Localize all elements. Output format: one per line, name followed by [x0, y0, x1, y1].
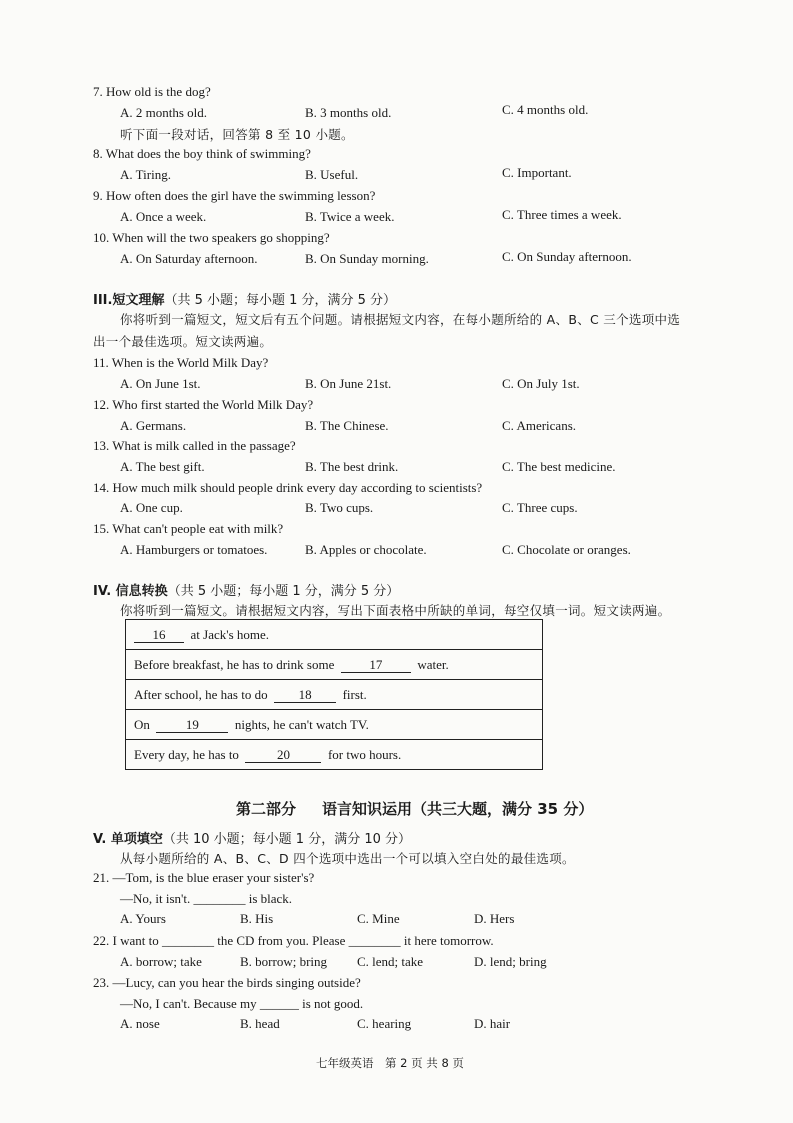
question-line: B. Twice a week. [305, 209, 395, 224]
question-line: C. hearing [357, 1016, 412, 1031]
question-line: A. Once a week. [120, 209, 207, 224]
cell-text-after: for two hours. [327, 746, 402, 762]
section-iv-title: IV. 信息转换 [93, 584, 168, 599]
section-iii-title: III.短文理解 [93, 293, 165, 308]
question-line: —No, I can't. Because my ______ is not good. [120, 996, 364, 1011]
question-line: 23. —Lucy, can you hear the birds singing outside? [93, 975, 361, 990]
section-v-heading [93, 828, 411, 847]
answer-blank-17[interactable]: 17 [341, 658, 411, 673]
question-line: A. Tiring. [120, 167, 171, 182]
question-line: C. On July 1st. [502, 376, 580, 391]
question-line: B. On June 21st. [305, 376, 392, 391]
answer-blank-18[interactable]: 18 [274, 688, 336, 703]
part-two-subtitle: 语言知识运用（共三大题，满分 35 分） [322, 800, 594, 818]
question-line: B. Two cups. [305, 500, 374, 515]
table-row [126, 620, 543, 650]
question-line: B. The best drink. [305, 459, 399, 474]
table-row [126, 680, 543, 710]
cell-text-after: at Jack's home. [190, 626, 270, 642]
question-line: C. lend; take [357, 954, 424, 969]
question-line: B. On Sunday morning. [305, 251, 429, 266]
question-line: B. The Chinese. [305, 418, 389, 433]
question-line: C. Americans. [502, 418, 577, 433]
question-line: A. Yours [120, 911, 166, 926]
question-line: 8. What does the boy think of swimming? [93, 146, 311, 161]
question-line: A. borrow; take [120, 954, 202, 969]
question-line: D. lend; bring [474, 954, 547, 969]
question-line: —No, it isn't. ________ is black. [120, 891, 293, 906]
question-line: A. 2 months old. [120, 105, 208, 120]
question-line: A. On June 1st. [120, 376, 201, 391]
section-v-title: V. 单项填空 [93, 832, 163, 847]
question-line: A. nose [120, 1016, 160, 1031]
question-line: C. 4 months old. [502, 102, 589, 117]
question-line: A. The best gift. [120, 459, 205, 474]
table-cell [126, 620, 543, 650]
answer-blank-20[interactable]: 20 [245, 748, 321, 763]
section-iv-heading [93, 580, 399, 599]
question-line: 12. Who first started the World Milk Day? [93, 397, 314, 412]
cell-text-before: On [134, 716, 150, 732]
question-line: 9. How often does the girl have the swimming lesson? [93, 188, 376, 203]
section-v-scoring: （共 10 小题；每小题 1 分，满分 10 分） [162, 832, 412, 847]
instruction-text: 从每小题所给的 A、B、C、D 四个选项中选出一个可以填入空白处的最佳选项。 [120, 851, 575, 866]
page-footer: 七年级英语 第 2 页 共 8 页 [316, 1056, 464, 1070]
question-line: D. hair [474, 1016, 511, 1031]
question-line: A. One cup. [120, 500, 183, 515]
question-line: C. Chocolate or oranges. [502, 542, 631, 557]
question-line: C. Three cups. [502, 500, 578, 515]
answer-blank-16[interactable]: 16 [134, 628, 184, 643]
question-line: C. Important. [502, 165, 572, 180]
question-line: A. Germans. [120, 418, 187, 433]
cell-text-before: Before breakfast, he has to drink some [134, 656, 335, 672]
question-line: C. Three times a week. [502, 207, 622, 222]
cell-text-after: water. [417, 656, 449, 672]
section-iii-scoring: （共 5 小题；每小题 1 分，满分 5 分） [164, 293, 397, 308]
info-transfer-table [125, 619, 543, 770]
question-line: C. On Sunday afternoon. [502, 249, 632, 264]
question-line: 21. —Tom, is the blue eraser your sister's? [93, 870, 315, 885]
part-two-title: 第二部分 [236, 800, 297, 818]
question-line: 14. How much milk should people drink every day according to scientists? [93, 480, 483, 495]
part-two-heading [236, 798, 593, 819]
table-cell [126, 650, 543, 680]
cell-text-after: first. [342, 686, 367, 702]
question-line: D. Hers [474, 911, 515, 926]
question-line: C. The best medicine. [502, 459, 616, 474]
table-cell [126, 710, 543, 740]
table-row [126, 740, 543, 770]
question-line: 7. How old is the dog? [93, 84, 211, 99]
instruction-text: 听下面一段对话，回答第 8 至 10 小题。 [120, 127, 354, 142]
question-line: B. His [240, 911, 274, 926]
table-row [126, 650, 543, 680]
question-line: B. Useful. [305, 167, 359, 182]
instruction-text: 出一个最佳选项。短文读两遍。 [93, 334, 273, 349]
question-line: B. borrow; bring [240, 954, 328, 969]
question-line: 15. What can't people eat with milk? [93, 521, 284, 536]
instruction-text: 你将听到一篇短文，短文后有五个问题。请根据短文内容，在每小题所给的 A、B、C 三个选项中选 [120, 312, 681, 327]
question-line: B. 3 months old. [305, 105, 392, 120]
cell-text-after: nights, he can't watch TV. [234, 716, 369, 732]
question-line: 11. When is the World Milk Day? [93, 355, 269, 370]
question-line: B. head [240, 1016, 280, 1031]
question-line: C. Mine [357, 911, 400, 926]
table-row [126, 710, 543, 740]
answer-blank-19[interactable]: 19 [156, 718, 228, 733]
table-cell [126, 740, 543, 770]
instruction-text: 你将听到一篇短文。请根据短文内容，写出下面表格中所缺的单词，每空仅填一词。短文读两遍。 [120, 603, 671, 618]
cell-text-before: Every day, he has to [134, 746, 239, 762]
section-iii-heading [93, 289, 396, 308]
table-cell [126, 680, 543, 710]
question-line: A. On Saturday afternoon. [120, 251, 258, 266]
question-line: 22. I want to ________ the CD from you. Please ________ it here tomorrow. [93, 933, 494, 948]
question-line: 10. When will the two speakers go shopping? [93, 230, 330, 245]
section-iv-scoring: （共 5 小题；每小题 1 分，满分 5 分） [167, 584, 400, 599]
question-line: B. Apples or chocolate. [305, 542, 427, 557]
question-line: 13. What is milk called in the passage? [93, 438, 296, 453]
cell-text-before: After school, he has to do [134, 686, 268, 702]
question-line: A. Hamburgers or tomatoes. [120, 542, 268, 557]
